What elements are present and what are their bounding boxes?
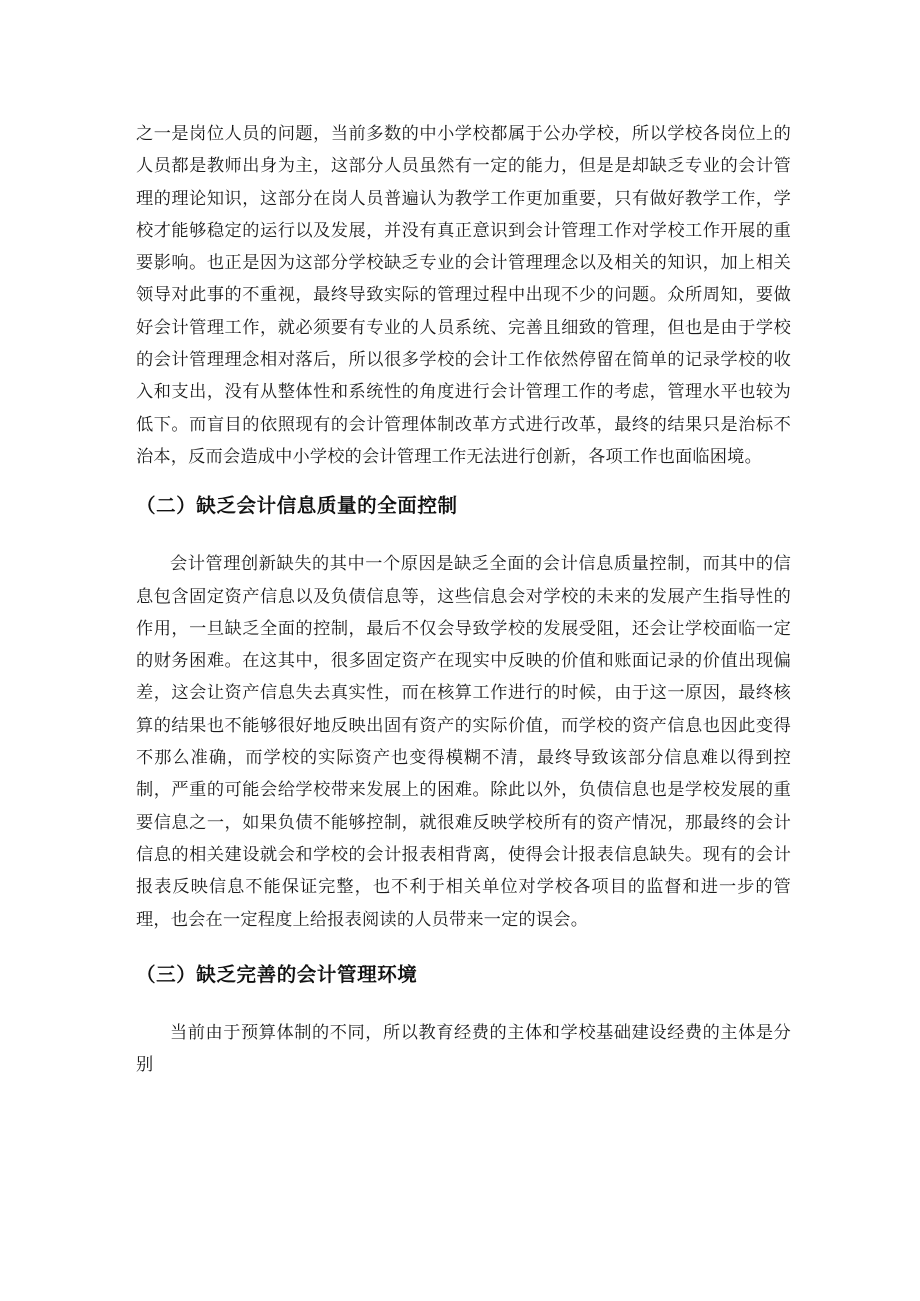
body-paragraph: 之一是岗位人员的问题，当前多数的中小学校都属于公办学校，所以学校各岗位上的人员都是教师出身为主，这部分人员虽然有一定的能力，但是是却缺乏专业的会计管理的理论知识，这部分在岗人员普遍认为教学工作更加重要，只有做好教学工作，学校才能够稳定的运行以及发展，并没有真正意识到会计管理工作对学校工作开展的重要影响。也正是因为这部分学校缺乏专业的会计管理理念以及相关的知识，加上相关领导对此事的不重视，最终导致实际的管理过程中出现不少的问题。众所周知，要做好会计管理工作，就必须要有专业的人员系统、完善且细致的管理，但也是由于学校的会计管理理念相对落后，所以很多学校的会计工作依然停留在简单的记录学校的收入和支出，没有从整体性和系统性的角度进行会计管理工作的考虑，管理水平也较为低下。而盲目的依照现有的会计管理体制改革方式进行改革，最终的结果只是治标不治本，反而会造成中小学校的会计管理工作无法进行创新，各项工作也面临困境。: [136, 124, 791, 467]
body-paragraph: 会计管理创新缺失的其中一个原因是缺乏全面的会计信息质量控制，而其中的信息包含固定资产信息以及负债信息等，这些信息会对学校的未来的发展产生指导性的作用，一旦缺乏全面的控制，最后不仅会导致学校的发展受阻，还会让学校面临一定的财务困难。在这其中，很多固定资产在现实中反映的价值和账面记录的价值出现偏差，这会让资产信息失去真实性，而在核算工作进行的时候，由于这一原因，最终核算的结果也不能够很好地反映出固有资产的实际价值，而学校的资产信息也因此变得不那么准确，而学校的实际资产也变得模糊不清，最终导致该部分信息难以得到控制，严重的可能会给学校带来发展上的困难。除此以外，负债信息也是学校发展的重要信息之一，如果负债不能够控制，就很难反映学校所有的资产情况，那最终的会计信息的相关建设就会和学校的会计报表相背离，使得会计报表信息缺失。现有的会计报表反映信息不能保证完整，也不利于相关单位对学校各项目的监督和进一步的管理，也会在一定程度上给报表阅读的人员带来一定的误会。: [136, 554, 791, 930]
section-heading: （二）缺乏会计信息质量的全面控制: [136, 494, 458, 518]
section-heading: （三）缺乏完善的会计管理环境: [136, 962, 418, 986]
document-page: [136, 118, 791, 1081]
body-paragraph: 当前由于预算体制的不同，所以教育经费的主体和学校基础建设经费的主体是分别: [136, 1022, 791, 1076]
